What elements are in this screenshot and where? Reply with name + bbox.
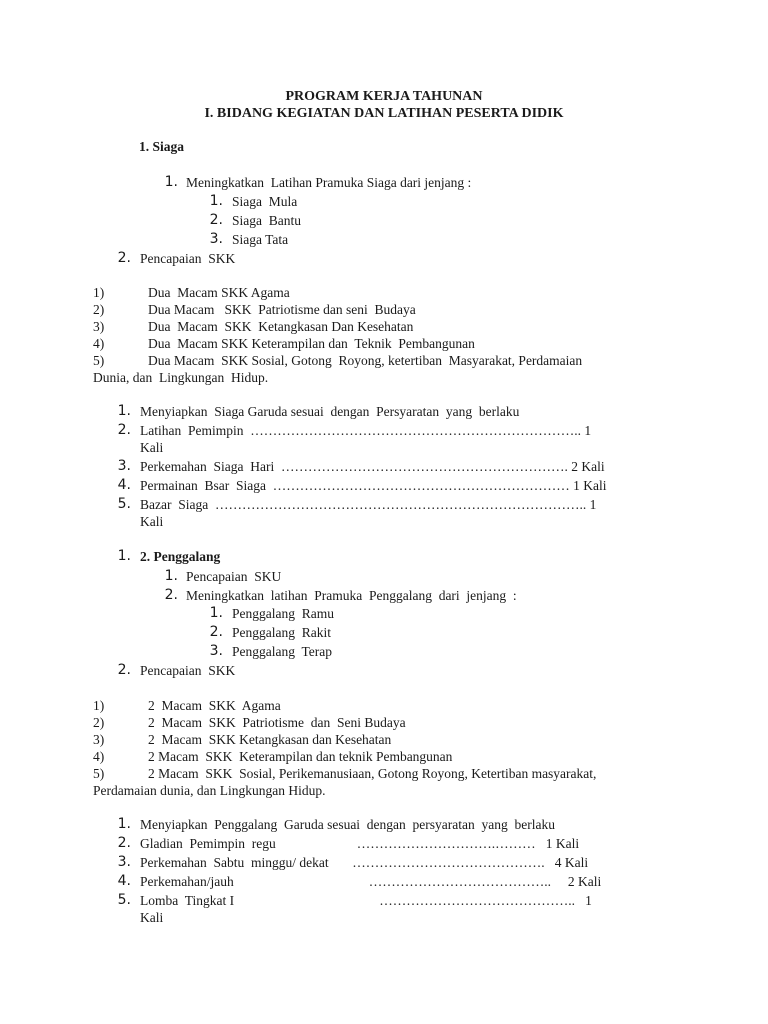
section-penggalang-title: 2. Penggalang: [140, 549, 221, 564]
list-item: Pencapaian SKK: [140, 663, 236, 678]
list-number: 1.: [117, 816, 131, 832]
skk-number: 2): [93, 302, 105, 317]
list-item: Siaga Tata: [232, 232, 289, 247]
list-number: 4.: [117, 477, 131, 493]
list-number: 1.: [209, 605, 223, 621]
list-item: Pencapaian SKK: [140, 251, 236, 266]
document-title: PROGRAM KERJA TAHUNAN: [285, 89, 483, 104]
list-item: Meningkatkan Latihan Pramuka Siaga dari jenjang :: [186, 175, 472, 190]
list-number: 2.: [209, 624, 223, 640]
skk-item: 2 Macam SKK Patriotisme dan Seni Budaya: [148, 715, 406, 730]
list-number: 1.: [164, 174, 178, 190]
list-item: Penggalang Rakit: [232, 625, 331, 640]
list-number: 2.: [117, 662, 131, 678]
activity-item: Latihan Pemimpin ……………………………………………………………….. 1: [140, 423, 592, 438]
activity-item: Bazar Siaga ……………………………………………………………………….. 1: [140, 497, 597, 512]
list-number: 3.: [117, 854, 131, 870]
list-number: 3.: [117, 458, 131, 474]
list-number: 1.: [117, 403, 131, 419]
list-number: 1.: [209, 193, 223, 209]
list-number: 5.: [117, 892, 131, 908]
skk-item-continuation: Perdamaian dunia, dan Lingkungan Hidup.: [93, 783, 326, 798]
activity-item-continuation: Kali: [140, 514, 164, 529]
skk-number: 3): [93, 319, 105, 334]
activity-item-continuation: Kali: [140, 910, 164, 925]
skk-number: 3): [93, 732, 105, 747]
activity-item-continuation: Kali: [140, 440, 164, 455]
activity-item: Menyiapkan Siaga Garuda sesuai dengan Persyaratan yang berlaku: [140, 404, 520, 419]
list-item: Meningkatkan latihan Pramuka Penggalang dari jenjang :: [186, 588, 517, 603]
skk-item: 2 Macam SKK Agama: [148, 698, 281, 713]
list-item: Pencapaian SKU: [186, 569, 282, 584]
skk-item: Dua Macam SKK Keterampilan dan Teknik Pembangunan: [148, 336, 475, 351]
skk-item: 2 Macam SKK Keterampilan dan teknik Pembangunan: [148, 749, 453, 764]
list-item: Siaga Mula: [232, 194, 298, 209]
list-number: 2.: [117, 835, 131, 851]
skk-number: 1): [93, 285, 105, 300]
activity-item: Permainan Bsar Siaga ………………………………………………………… 1 Kali: [140, 478, 607, 493]
list-number: 2.: [117, 422, 131, 438]
skk-item: Dua Macam SKK Agama: [148, 285, 290, 300]
list-number: 1.: [117, 548, 131, 564]
list-item: Siaga Bantu: [232, 213, 301, 228]
skk-number: 5): [93, 353, 105, 368]
list-number: 2.: [209, 212, 223, 228]
activity-item: Menyiapkan Penggalang Garuda sesuai dengan persyaratan yang berlaku: [140, 817, 555, 832]
skk-item: Dua Macam SKK Sosial, Gotong Royong, ketertiban Masyarakat, Perdamaian: [148, 353, 583, 368]
activity-item: Lomba Tingkat I …………………………………….. 1: [140, 893, 592, 908]
list-number: 5.: [117, 496, 131, 512]
skk-number: 4): [93, 336, 105, 351]
skk-number: 4): [93, 749, 105, 764]
list-number: 4.: [117, 873, 131, 889]
skk-item: Dua Macam SKK Ketangkasan Dan Kesehatan: [148, 319, 414, 334]
activity-item: Perkemahan/jauh ………………………………….. 2 Kali: [140, 874, 602, 889]
skk-item: Dua Macam SKK Patriotisme dan seni Budaya: [148, 302, 416, 317]
list-number: 2.: [164, 587, 178, 603]
activity-item: Gladian Pemimpin regu ………………………….……… 1 Kali: [140, 836, 580, 851]
skk-number: 1): [93, 698, 105, 713]
list-number: 1.: [164, 568, 178, 584]
section-siaga-title: 1. Siaga: [139, 139, 185, 154]
list-number: 3.: [209, 643, 223, 659]
skk-item: 2 Macam SKK Ketangkasan dan Kesehatan: [148, 732, 392, 747]
activity-item: Perkemahan Siaga Hari ………………………………………………………. 2 Kali: [140, 459, 605, 474]
skk-item: 2 Macam SKK Sosial, Perikemanusiaan, Gotong Royong, Ketertiban masyarakat,: [148, 766, 597, 781]
skk-item-continuation: Dunia, dan Lingkungan Hidup.: [93, 370, 269, 385]
list-item: Penggalang Ramu: [232, 606, 334, 621]
list-number: 2.: [117, 250, 131, 266]
skk-number: 5): [93, 766, 105, 781]
activity-item: Perkemahan Sabtu minggu/ dekat ……………………………………. 4 Kali: [140, 855, 589, 870]
document-subtitle: I. BIDANG KEGIATAN DAN LATIHAN PESERTA DIDIK: [204, 106, 564, 121]
list-number: 3.: [209, 231, 223, 247]
list-item: Penggalang Terap: [232, 644, 333, 659]
skk-number: 2): [93, 715, 105, 730]
